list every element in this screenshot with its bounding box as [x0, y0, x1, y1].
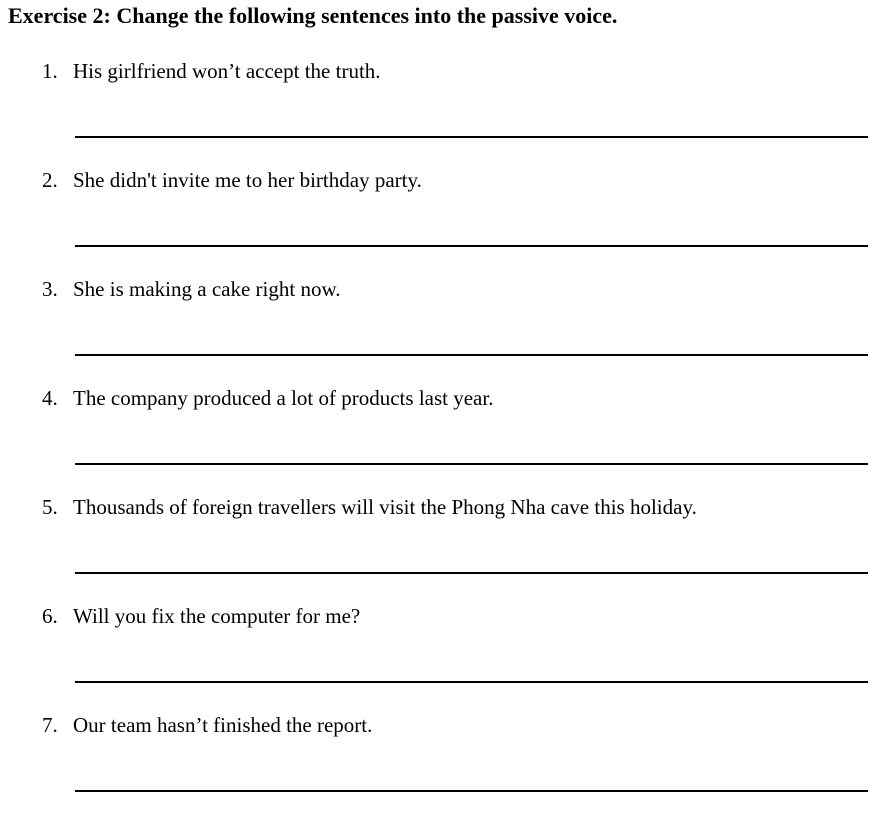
item-text: The company produced a lot of products last year. [73, 386, 494, 410]
exercise-title: Exercise 2: Change the following sentences into the passive voice. [8, 3, 618, 28]
sentence-row [0, 603, 892, 630]
sentence-row [0, 167, 892, 194]
item-text: She didn't invite me to her birthday party. [73, 168, 422, 192]
exercise-item-7 [0, 712, 892, 821]
exercise-item-2 [0, 167, 892, 276]
item-text: She is making a cake right now. [73, 277, 341, 301]
item-number: 5. [42, 495, 58, 519]
answer-line [75, 463, 868, 465]
answer-line [75, 572, 868, 574]
exercise-item-6 [0, 603, 892, 712]
answer-line [75, 245, 868, 247]
answer-line [75, 354, 868, 356]
sentence-row [0, 712, 892, 739]
item-text: Thousands of foreign travellers will visit the Phong Nha cave this holiday. [73, 495, 697, 519]
item-number: 7. [42, 713, 58, 737]
exercise-item-list [0, 58, 892, 821]
exercise-item-3 [0, 276, 892, 385]
answer-line [75, 136, 868, 138]
sentence-row [0, 276, 892, 303]
exercise-item-5 [0, 494, 892, 603]
exercise-item-1 [0, 58, 892, 167]
answer-line [75, 681, 868, 683]
sentence-row [0, 385, 892, 412]
item-number: 2. [42, 168, 58, 192]
item-number: 4. [42, 386, 58, 410]
sentence-row [0, 58, 892, 85]
item-number: 1. [42, 59, 58, 83]
answer-line [75, 790, 868, 792]
exercise-item-4 [0, 385, 892, 494]
item-text: Will you fix the computer for me? [73, 604, 361, 628]
item-number: 6. [42, 604, 58, 628]
item-number: 3. [42, 277, 58, 301]
sentence-row [0, 494, 892, 521]
item-text: Our team hasn’t finished the report. [73, 713, 373, 737]
item-text: His girlfriend won’t accept the truth. [73, 59, 381, 83]
